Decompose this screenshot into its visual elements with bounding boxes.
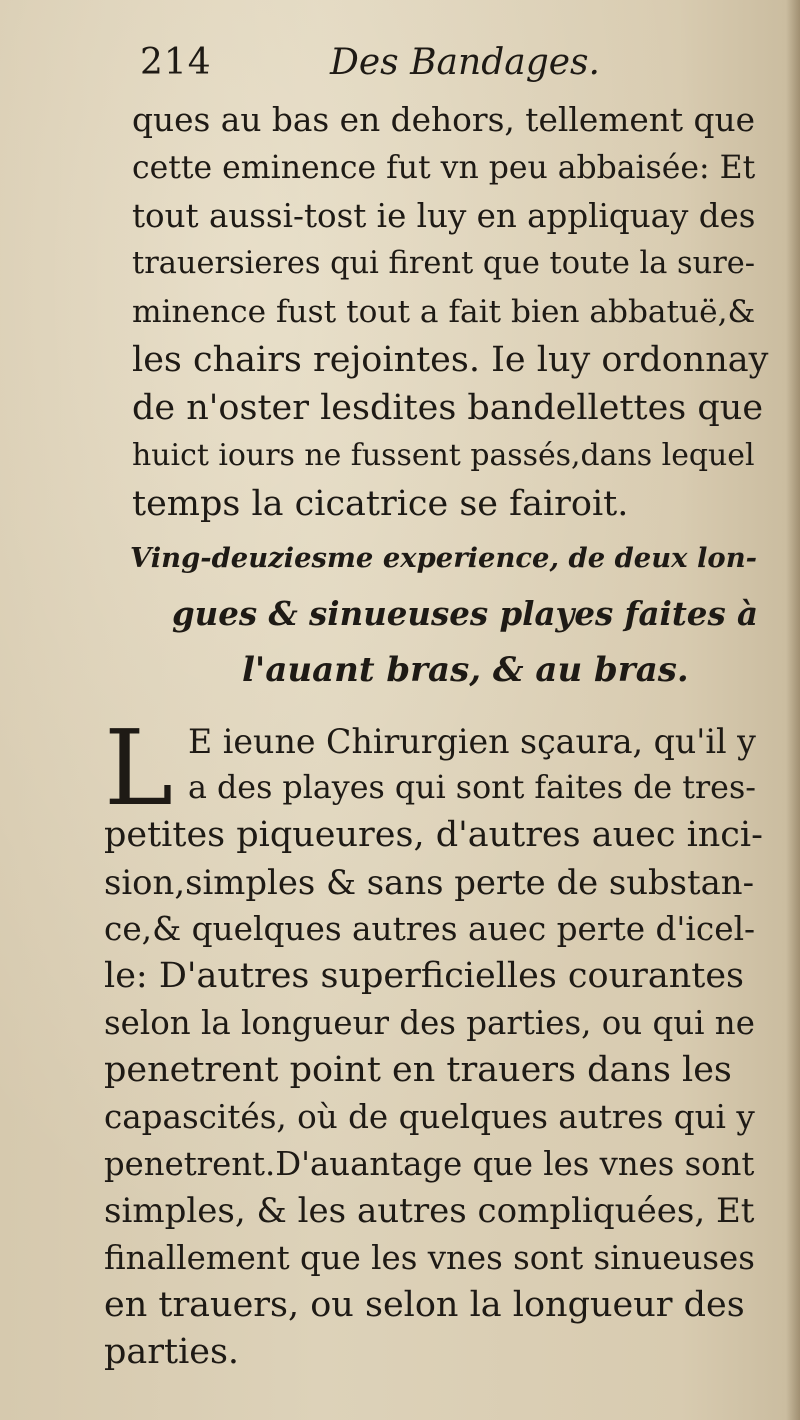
running-head: Des Bandages. (330, 42, 600, 83)
text-line: tout aussi-tost ie luy en appliquay des (132, 197, 756, 235)
text-line: minence fust tout a fait bien abbatuë,& (132, 294, 756, 330)
heading-line: gues & sinueuses playes faites à (172, 595, 759, 633)
text-line: ce,& quelques autres auec perte d'icel- (104, 910, 756, 948)
text-line: le: D'autres superficielles courantes (104, 956, 744, 996)
text-line: sion,simples & sans perte de substan- (104, 863, 755, 902)
text-line: capascités, où de quelques autres qui y (104, 1098, 755, 1136)
text-line: a des playes qui sont faites de tres- (188, 770, 756, 806)
page-edge-shadow (786, 0, 800, 1420)
text-line: huict iours ne fussent passés,dans lequel (132, 438, 755, 473)
text-line: penetrent point en trauers dans les (104, 1050, 732, 1090)
section-heading (130, 530, 770, 698)
text-line: simples, & les autres compliquées, Et (104, 1191, 755, 1231)
text-line: E ieune Chirurgien sçaura, qu'il y (188, 722, 756, 761)
drop-cap: L (104, 707, 174, 829)
heading-line: Ving-deuziesme experience, de deux lon- (130, 542, 757, 574)
text-line: de n'oster lesdites bandellettes que (132, 388, 764, 428)
text-line: en trauers, ou selon la longueur des (104, 1285, 745, 1325)
text-line: trauersieres qui firent que toute la sure- (132, 246, 756, 281)
text-line: petites piqueures, d'autres auec inci- (104, 815, 763, 855)
text-line: parties. (104, 1332, 240, 1372)
text-line: temps la cicatrice se fairoit. (132, 484, 629, 524)
heading-line: l'auant bras, & au bras. (242, 650, 689, 690)
text-line: cette eminence fut vn peu abbaisée: Et (132, 150, 756, 186)
text-line: ques au bas en dehors, tellement que (132, 101, 756, 139)
paragraph-2 (104, 707, 768, 1376)
page-number: 214 (140, 42, 212, 83)
text-line: penetrent.D'auantage que les vnes sont (104, 1145, 755, 1183)
page-header (140, 42, 660, 92)
text-line: selon la longueur des parties, ou qui ne (104, 1004, 755, 1042)
paragraph-1 (132, 96, 768, 528)
text-line: les chairs rejointes. Ie luy ordonnay (132, 340, 769, 380)
text-line: finallement que les vnes sont sinueuses (104, 1239, 755, 1277)
